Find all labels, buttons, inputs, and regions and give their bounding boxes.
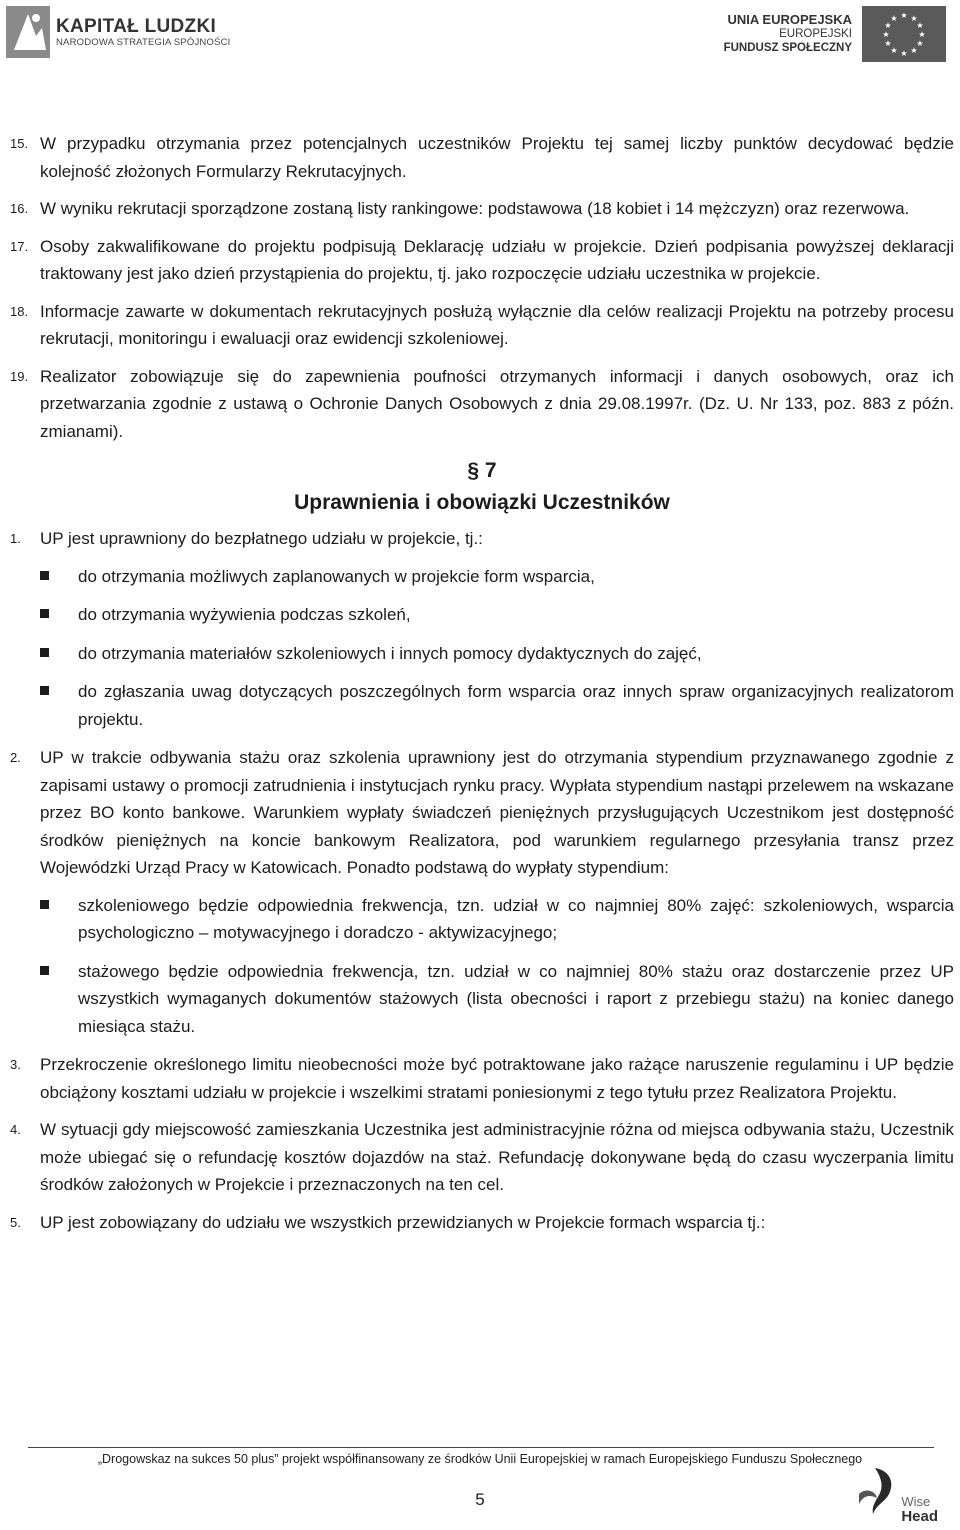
bullet-text: szkoleniowego będzie odpowiednia frekwencja, tzn. udział w co najmniej 80% zajęć: szkoleniowych, wsparcia psychologiczno – motywacyjnego i doradczo - aktywizacyjnego; (78, 895, 954, 942)
bullet-item (40, 958, 954, 1041)
svg-text:★: ★ (884, 21, 892, 30)
svg-text:★: ★ (910, 46, 918, 55)
bullet-text: stażowego będzie odpowiednia frekwencja, tzn. udział w co najmniej 80% stażu oraz dostarczenie przez UP wszystkich wymaganych dokumentów stażowych (lista obecności i raport z przebiegu stażu) na koniec danego miesiąca stażu. (78, 961, 954, 1036)
bullet-item (40, 640, 954, 668)
svg-text:★: ★ (882, 30, 890, 39)
svg-text:★: ★ (910, 14, 918, 23)
list-item (10, 298, 954, 353)
eu-flag-icon (862, 6, 946, 62)
list-item (10, 1209, 954, 1237)
svg-text:★: ★ (884, 39, 892, 48)
eu-line-3: FUNDUSZ SPOŁECZNY (723, 42, 852, 54)
footer-project-note: „Drogowskaz na sukces 50 plus” projekt współfinansowany ze środków Unii Europejskiej w ramach Europejskiego Funduszu Społecznego (97, 1452, 863, 1466)
list-item (10, 195, 954, 223)
item-text: Realizator zobowiązuje się do zapewnienia poufności otrzymanych informacji i danych osobowych, oraz ich przetwarzania zgodnie z ustawą o Ochronie Danych Osobowych z dnia 29.08.1997r. (Dz. U. Nr 133, poz. 883 z późn. zmianami). (40, 366, 954, 441)
section-title: Uprawnienia i obowiązki Uczestników (294, 491, 670, 514)
eu-logo (724, 6, 946, 62)
svg-text:★: ★ (916, 39, 924, 48)
list-item (10, 233, 954, 288)
bullet-item (40, 601, 954, 629)
footer-divider (28, 1447, 934, 1448)
square-bullet-icon (40, 900, 49, 909)
item-text: UP w trakcie odbywania stażu oraz szkolenia uprawniony jest do otrzymania stypendium przyznawanego zgodnie z zapisami ustawy o promocji zatrudnienia i instytucjach rynku pracy. Wypłata stypendium nastąpi przelewem na wskazane przez BO konto bankowe. Warunkiem wypłaty świadczeń pieniężnych przysługujących Uczestnikom jest dostępność środków pieniężnych na koncie bankowym Realizatora, pod warunkiem regularnego przesyłania transz przez Wojewódzki Urząd Pracy w Katowicach. Ponadto podstawą do wypłaty stypendium: (40, 748, 954, 877)
svg-text:★: ★ (916, 21, 924, 30)
svg-text:★: ★ (890, 14, 898, 23)
item-number: 16. (10, 201, 29, 216)
kapital-ludzki-subtitle: NARODOWA STRATEGIA SPÓJNOŚCI (56, 36, 231, 48)
list-item (10, 525, 954, 553)
bullet-text: do otrzymania wyżywienia podczas szkoleń, (78, 605, 411, 624)
bullet-item (40, 892, 954, 947)
item-text: Osoby zakwalifikowane do projektu podpisują Deklarację udziału w projekcie. Dzień podpisania powyższej deklaracji traktowany jest jako dzień przystąpienia do projektu, tj. jako rozpoczęcie udziału uczestnika w projekcie. (40, 236, 954, 283)
bullet-list (10, 563, 954, 734)
eu-line-2: EUROPEJSKI (779, 28, 852, 40)
kapital-ludzki-logo (6, 6, 231, 58)
page-number: 5 (475, 1490, 485, 1509)
list-item (10, 744, 954, 882)
document-body (10, 130, 954, 1246)
item-text: W przypadku otrzymania przez potencjalnych uczestników Projektu tej samej liczby punktów decydować będzie kolejność złożonych Formularzy Rekrutacyjnych. (40, 134, 954, 181)
wise-logo-top: Wise (901, 1494, 931, 1509)
item-text: W wyniku rekrutacji sporządzone zostaną listy rankingowe: podstawowa (18 kobiet i 14 mężczyzn) oraz rezerwowa. (40, 199, 910, 218)
list-item (10, 130, 954, 185)
svg-text:★: ★ (890, 46, 898, 55)
svg-text:★: ★ (918, 30, 926, 39)
bullet-text: do otrzymania możliwych zaplanowanych w projekcie form wsparcia, (78, 566, 595, 586)
svg-text:★: ★ (900, 11, 908, 20)
bullet-item (40, 563, 954, 591)
bullet-list (10, 892, 954, 1041)
item-number: 15. (10, 136, 29, 151)
square-bullet-icon (40, 571, 49, 580)
square-bullet-icon (40, 686, 49, 695)
section-number: § 7 (467, 459, 497, 482)
item-text: UP jest zobowiązany do udziału we wszystkich przewidzianych w Projekcie formach wsparcia tj.: (40, 1212, 766, 1232)
item-text: Informacje zawarte w dokumentach rekrutacyjnych posłużą wyłącznie dla celów realizacji Projektu na potrzeby procesu rekrutacji, monitoringu i ewaluacji oraz ewidencji szkoleniowej. (40, 301, 954, 348)
list-item (10, 1116, 954, 1199)
bullet-text: do otrzymania materiałów szkoleniowych i innych pomocy dydaktycznych do zajęć, (78, 643, 702, 663)
item-text: W sytuacji gdy miejscowość zamieszkania Uczestnika jest administracyjnie różna od miejsca odbywania stażu, Uczestnik może ubiegać się o refundację kosztów dojazdów na staż. Refundację dokonywane będą do czasu wyczerpania limitu środków założonych w Projekcie i przeznaczonych na ten cel. (40, 1120, 954, 1194)
item-number: 2. (10, 750, 21, 765)
square-bullet-icon (40, 609, 49, 618)
item-text: UP jest uprawniony do bezpłatnego udziału w projekcie, tj.: (40, 529, 483, 548)
square-bullet-icon (40, 648, 49, 657)
page-header (0, 0, 960, 70)
item-number: 3. (10, 1057, 21, 1072)
kapital-ludzki-title: KAPITAŁ LUDZKI (56, 15, 217, 37)
bullet-text: do zgłaszania uwag dotyczących poszczególnych form wsparcia oraz innych spraw organizacyjnych realizatorom projektu. (78, 682, 954, 729)
list-item (10, 1051, 954, 1106)
item-number: 17. (10, 238, 29, 254)
item-text: Przekroczenie określonego limitu nieobecności może być potraktowane jako rażące naruszenie regulaminu i UP będzie obciążony kosztami udziału w projekcie i wszelkimi stratami poniesionymi z tego tytułu przez Realizatora Projektu. (40, 1055, 954, 1102)
wise-head-mark-icon (853, 1464, 899, 1524)
item-number: 19. (10, 368, 29, 384)
square-bullet-icon (40, 966, 49, 975)
bullet-item (40, 678, 954, 733)
item-number: 4. (10, 1122, 21, 1137)
wise-logo-bottom: Head (901, 1508, 938, 1525)
svg-text:★: ★ (900, 49, 908, 58)
eu-line-1: UNIA EUROPEJSKA (727, 12, 852, 27)
list-item (10, 363, 954, 446)
kapital-ludzki-mark-icon (6, 6, 50, 58)
item-number: 5. (10, 1214, 21, 1230)
item-number: 1. (10, 531, 21, 546)
item-number: 18. (10, 303, 29, 319)
wise-head-logo (853, 1464, 938, 1524)
